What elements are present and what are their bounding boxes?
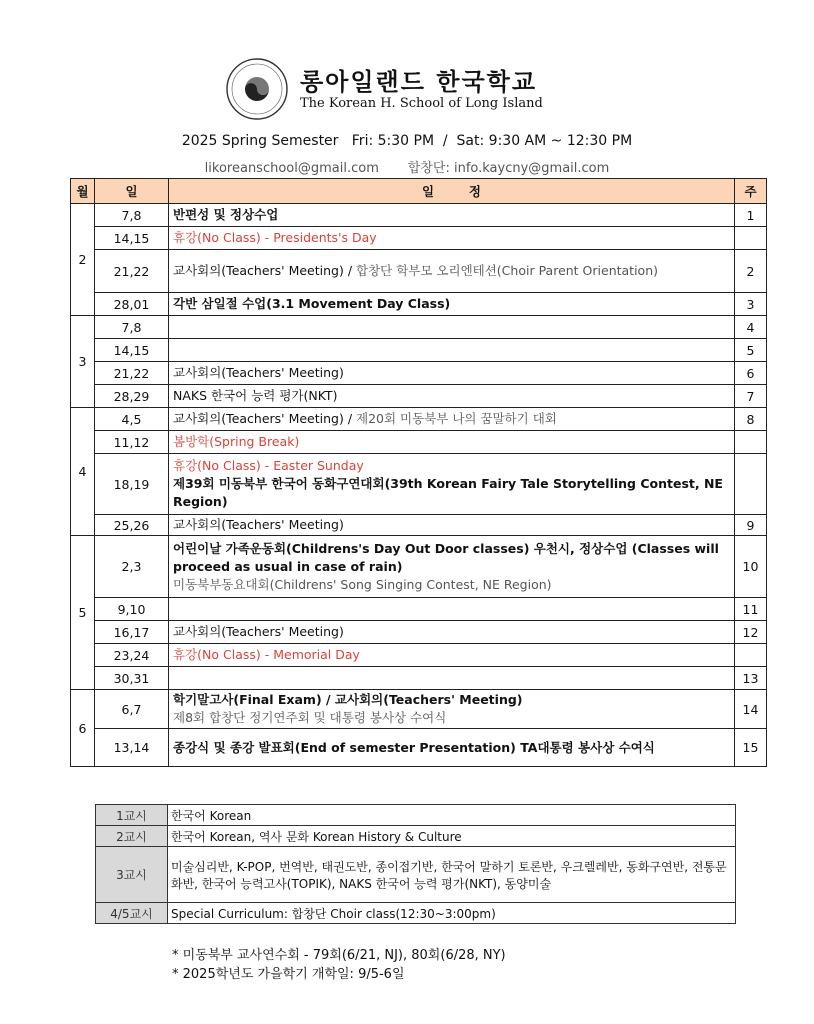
schedule-cell	[169, 598, 735, 621]
schedule-text: NAKS 한국어 능력 평가(NKT)	[173, 388, 338, 403]
schedule-text: 각반 삼일절 수업(3.1 Movement Day Class)	[173, 296, 451, 311]
table-row	[71, 293, 767, 316]
day-cell: 7,8	[95, 316, 169, 339]
day-cell: 28,01	[95, 293, 169, 316]
table-row	[71, 250, 767, 293]
schedule-table	[70, 178, 767, 767]
period-label: 4/5교시	[96, 903, 168, 924]
schedule-text: 종강식 및 종강 발표회(End of semester Presentation) TA대통령 봉사상 수여식	[173, 739, 655, 755]
note-item: * 2025학년도 가을학기 개학일: 9/5-6일	[172, 967, 405, 982]
day-cell: 21,22	[95, 250, 169, 293]
table-row	[71, 385, 767, 408]
week-cell: 3	[735, 293, 767, 316]
week-cell	[735, 454, 767, 515]
week-cell	[735, 227, 767, 250]
week-cell: 5	[735, 339, 767, 362]
schedule-text	[173, 262, 730, 280]
week-cell: 12	[735, 621, 767, 644]
schedule-cell	[169, 690, 735, 729]
month-cell: 2	[71, 204, 95, 316]
day-cell: 25,26	[95, 515, 169, 536]
note-item: * 미동북부 교사연수회 - 79회(6/21, NJ), 80회(6/28, NY)	[172, 948, 506, 963]
period-row	[96, 805, 736, 826]
month-cell: 5	[71, 536, 95, 690]
day-cell: 21,22	[95, 362, 169, 385]
day-cell: 14,15	[95, 339, 169, 362]
week-cell: 4	[735, 316, 767, 339]
schedule-text: 제8회 합창단 정기연주회 및 대통령 봉사상 수여식	[173, 710, 447, 725]
day-cell: 4,5	[95, 408, 169, 431]
period-label: 3교시	[96, 847, 168, 903]
table-row	[71, 227, 767, 250]
period-content: 한국어 Korean	[168, 805, 736, 826]
period-label: 2교시	[96, 826, 168, 847]
schedule-cell	[169, 667, 735, 690]
schedule-cell	[169, 227, 735, 250]
schedule-cell	[169, 644, 735, 667]
day-cell: 9,10	[95, 598, 169, 621]
period-row	[96, 903, 736, 924]
table-row	[71, 644, 767, 667]
schedule-header-row	[71, 179, 767, 204]
week-cell: 11	[735, 598, 767, 621]
week-cell: 6	[735, 362, 767, 385]
table-row	[71, 515, 767, 536]
schedule-cell	[169, 339, 735, 362]
schedule-text: 교사회의(Teachers' Meeting)	[173, 517, 344, 532]
schedule-cell	[169, 515, 735, 536]
schedule-cell	[169, 431, 735, 454]
month-cell: 4	[71, 408, 95, 536]
schedule-text-part: 교사회의(Teachers' Meeting) /	[173, 411, 357, 426]
week-cell	[735, 431, 767, 454]
period-content: 한국어 Korean, 역사 문화 Korean History & Culture	[168, 826, 736, 847]
schedule-cell	[169, 408, 735, 431]
schedule-text: 제39회 미동북부 한국어 동화구연대회(39th Korean Fairy Tale Storytelling Contest, NE Region)	[173, 476, 723, 509]
schedule-text: 휴강(No Class) - Presidents's Day	[173, 230, 377, 245]
school-header	[226, 58, 606, 122]
table-row	[71, 454, 767, 515]
semester-hours: 2025 Spring Semester Fri: 5:30 PM / Sat: 9:30 AM ~ 12:30 PM	[181, 133, 633, 149]
schedule-cell	[169, 316, 735, 339]
schedule-text: 봄방학(Spring Break)	[173, 434, 300, 449]
day-cell: 23,24	[95, 644, 169, 667]
school-name-english: The Korean H. School of Long Island	[300, 96, 543, 111]
table-row	[71, 729, 767, 767]
schedule-text: 교사회의(Teachers' Meeting)	[173, 624, 344, 639]
day-cell: 16,17	[95, 621, 169, 644]
header-month: 월	[71, 179, 95, 204]
period-row	[96, 826, 736, 847]
schedule-text-part: 교사회의(Teachers' Meeting) /	[173, 263, 357, 278]
header-week: 주	[735, 179, 767, 204]
schedule-cell	[169, 204, 735, 227]
day-cell: 14,15	[95, 227, 169, 250]
schedule-cell	[169, 454, 735, 515]
header-day: 일	[95, 179, 169, 204]
table-row	[71, 598, 767, 621]
table-row	[71, 204, 767, 227]
period-label: 1교시	[96, 805, 168, 826]
table-row	[71, 667, 767, 690]
day-cell: 11,12	[95, 431, 169, 454]
period-row	[96, 847, 736, 903]
period-content: 미술심리반, K-POP, 번역반, 태권도반, 종이접기반, 한국어 말하기 토론반, 우크렐레반, 동화구연반, 전통문화반, 한국어 능력고사(TOPIK), NAKS 한국어 능력 평가(NKT), 동양미술	[168, 847, 736, 903]
header-schedule: 일 정	[169, 179, 735, 204]
week-cell: 13	[735, 667, 767, 690]
day-cell: 13,14	[95, 729, 169, 767]
schedule-text: 휴강(No Class) - Easter Sunday	[173, 458, 364, 473]
school-name-korean: 롱아일랜드 한국학교	[300, 68, 538, 96]
week-cell: 1	[735, 204, 767, 227]
week-cell: 15	[735, 729, 767, 767]
table-row	[71, 408, 767, 431]
table-row	[71, 316, 767, 339]
schedule-cell	[169, 250, 735, 293]
schedule-text: 어린이날 가족운동회(Childrens's Day Out Door classes) 우천시, 정상수업 (Classes will proceed as usual in case of rain)	[173, 540, 719, 574]
schedule-cell	[169, 729, 735, 767]
day-cell: 2,3	[95, 536, 169, 598]
table-row	[71, 621, 767, 644]
schedule-cell	[169, 293, 735, 316]
schedule-text: 반편성 및 정상수업	[173, 207, 279, 222]
day-cell: 7,8	[95, 204, 169, 227]
table-row	[71, 339, 767, 362]
day-cell: 18,19	[95, 454, 169, 515]
table-row	[71, 362, 767, 385]
week-cell: 9	[735, 515, 767, 536]
schedule-cell	[169, 536, 735, 598]
schedule-text: 학기말고사(Final Exam) / 교사회의(Teachers' Meeting)	[173, 692, 523, 707]
schedule-text-part: 제20회 미동북부 나의 꿈말하기 대회	[356, 411, 557, 426]
week-cell: 10	[735, 536, 767, 598]
period-content: Special Curriculum: 합창단 Choir class(12:30~3:00pm)	[168, 903, 736, 924]
schedule-text: 미동북부동요대회(Childrens' Song Singing Contest, NE Region)	[173, 576, 552, 592]
schedule-cell	[169, 621, 735, 644]
day-cell: 30,31	[95, 667, 169, 690]
day-cell: 6,7	[95, 690, 169, 729]
week-cell: 7	[735, 385, 767, 408]
week-cell: 2	[735, 250, 767, 293]
table-row	[71, 431, 767, 454]
schedule-text-part: 합창단 학부모 오리엔테션(Choir Parent Orientation)	[356, 263, 658, 278]
schedule-cell	[169, 362, 735, 385]
day-cell: 28,29	[95, 385, 169, 408]
class-periods-table	[95, 804, 736, 924]
schedule-text: 휴강(No Class) - Memorial Day	[173, 647, 360, 662]
schedule-text	[173, 410, 730, 428]
table-row	[71, 536, 767, 598]
schedule-text: 교사회의(Teachers' Meeting)	[173, 365, 344, 380]
notes	[172, 946, 506, 984]
month-cell: 6	[71, 690, 95, 767]
week-cell	[735, 644, 767, 667]
week-cell: 14	[735, 690, 767, 729]
week-cell: 8	[735, 408, 767, 431]
month-cell: 3	[71, 316, 95, 408]
school-seal-logo	[226, 58, 288, 120]
contact-emails: likoreanschool@gmail.com 합창단: info.kaycny@gmail.com	[204, 161, 610, 176]
schedule-cell	[169, 385, 735, 408]
table-row	[71, 690, 767, 729]
